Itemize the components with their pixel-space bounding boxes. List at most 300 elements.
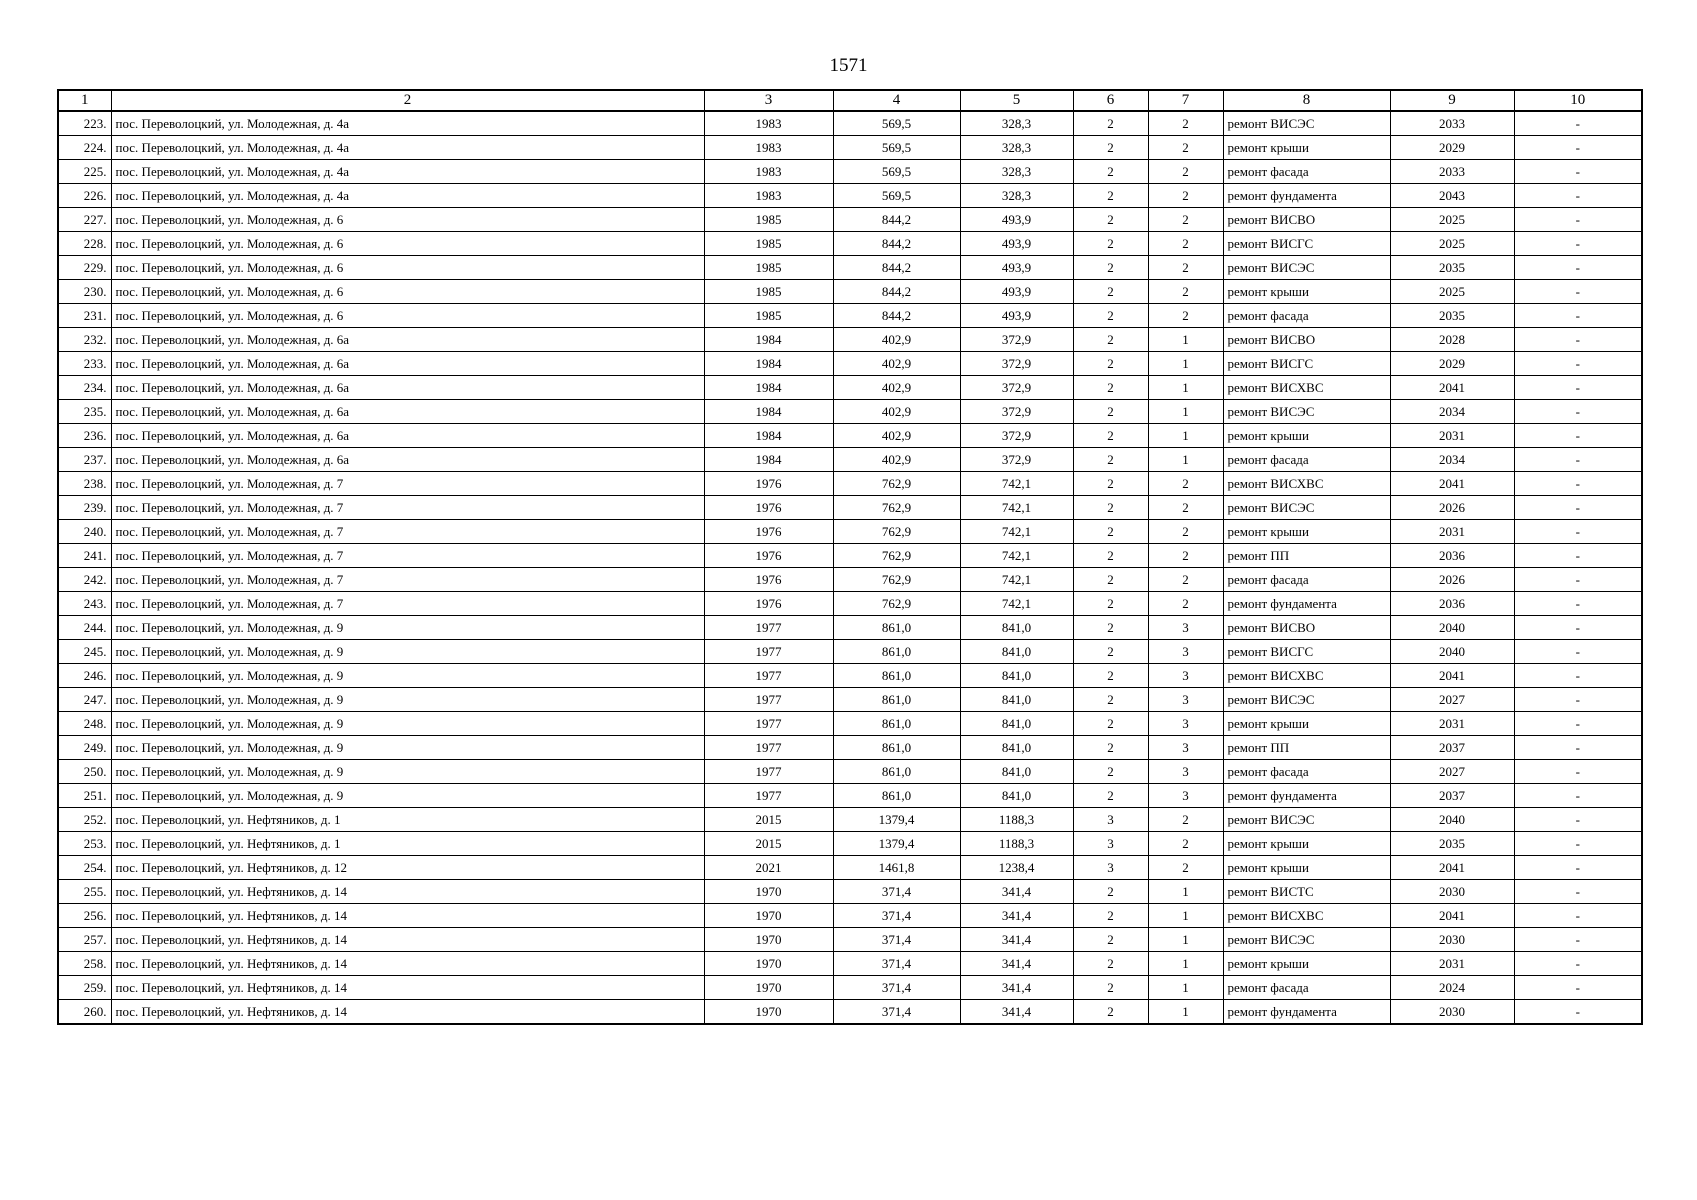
cell-entrances: 3 [1148,736,1223,760]
column-header-6: 6 [1073,90,1148,111]
cell-living-area: 742,1 [960,472,1073,496]
cell-total-area: 844,2 [833,280,960,304]
cell-living-area: 1238,4 [960,856,1073,880]
cell-address: пос. Переволоцкий, ул. Молодежная, д. 7 [111,472,704,496]
cell-year-built: 1983 [704,111,833,136]
cell-year-built: 1976 [704,496,833,520]
table-row [58,784,1642,808]
cell-total-area: 371,4 [833,880,960,904]
cell-total-area: 844,2 [833,208,960,232]
cell-address: пос. Переволоцкий, ул. Молодежная, д. 7 [111,520,704,544]
table-row [58,880,1642,904]
cell-year-built: 1970 [704,976,833,1000]
cell-floors: 2 [1073,712,1148,736]
cell-floors: 3 [1073,808,1148,832]
cell-planned-year: 2035 [1390,256,1514,280]
column-header-2: 2 [111,90,704,111]
cell-note: - [1514,952,1642,976]
cell-work-type: ремонт ВИСТС [1223,880,1390,904]
cell-row-number: 232. [58,328,111,352]
cell-year-built: 1985 [704,256,833,280]
cell-work-type: ремонт ВИСЭС [1223,808,1390,832]
cell-year-built: 2021 [704,856,833,880]
cell-note: - [1514,688,1642,712]
cell-entrances: 2 [1148,208,1223,232]
cell-floors: 2 [1073,280,1148,304]
cell-note: - [1514,880,1642,904]
column-header-5: 5 [960,90,1073,111]
table-row [58,496,1642,520]
cell-year-built: 1977 [704,688,833,712]
table-row [58,184,1642,208]
cell-row-number: 231. [58,304,111,328]
cell-total-area: 402,9 [833,376,960,400]
cell-row-number: 235. [58,400,111,424]
cell-year-built: 1984 [704,328,833,352]
cell-floors: 2 [1073,688,1148,712]
cell-note: - [1514,520,1642,544]
cell-work-type: ремонт фундамента [1223,1000,1390,1025]
cell-living-area: 841,0 [960,760,1073,784]
table-row [58,448,1642,472]
cell-work-type: ремонт ВИСВО [1223,616,1390,640]
cell-note: - [1514,928,1642,952]
cell-total-area: 402,9 [833,400,960,424]
table-row [58,111,1642,136]
cell-entrances: 3 [1148,712,1223,736]
cell-work-type: ремонт крыши [1223,952,1390,976]
cell-year-built: 1983 [704,136,833,160]
cell-address: пос. Переволоцкий, ул. Молодежная, д. 9 [111,688,704,712]
cell-total-area: 861,0 [833,616,960,640]
cell-note: - [1514,832,1642,856]
cell-row-number: 234. [58,376,111,400]
cell-year-built: 1977 [704,640,833,664]
table-row [58,1000,1642,1025]
cell-living-area: 493,9 [960,256,1073,280]
cell-work-type: ремонт ПП [1223,736,1390,760]
cell-floors: 3 [1073,832,1148,856]
cell-living-area: 742,1 [960,568,1073,592]
table-row [58,808,1642,832]
cell-entrances: 2 [1148,111,1223,136]
cell-entrances: 2 [1148,568,1223,592]
cell-planned-year: 2030 [1390,1000,1514,1025]
cell-entrances: 2 [1148,184,1223,208]
column-header-9: 9 [1390,90,1514,111]
cell-total-area: 762,9 [833,568,960,592]
cell-note: - [1514,424,1642,448]
cell-year-built: 1983 [704,184,833,208]
cell-note: - [1514,496,1642,520]
cell-year-built: 1977 [704,760,833,784]
cell-floors: 2 [1073,976,1148,1000]
cell-total-area: 371,4 [833,952,960,976]
cell-work-type: ремонт крыши [1223,712,1390,736]
cell-work-type: ремонт ВИСЭС [1223,928,1390,952]
cell-note: - [1514,352,1642,376]
cell-planned-year: 2030 [1390,928,1514,952]
cell-planned-year: 2036 [1390,544,1514,568]
cell-row-number: 230. [58,280,111,304]
cell-row-number: 228. [58,232,111,256]
cell-living-area: 328,3 [960,160,1073,184]
cell-planned-year: 2034 [1390,448,1514,472]
cell-living-area: 493,9 [960,304,1073,328]
cell-planned-year: 2040 [1390,616,1514,640]
cell-floors: 2 [1073,880,1148,904]
cell-address: пос. Переволоцкий, ул. Молодежная, д. 4а [111,111,704,136]
cell-note: - [1514,400,1642,424]
cell-row-number: 260. [58,1000,111,1025]
cell-entrances: 2 [1148,544,1223,568]
cell-planned-year: 2029 [1390,352,1514,376]
cell-total-area: 371,4 [833,1000,960,1025]
cell-note: - [1514,256,1642,280]
table-row [58,856,1642,880]
cell-floors: 2 [1073,952,1148,976]
cell-living-area: 493,9 [960,208,1073,232]
table-row [58,280,1642,304]
cell-floors: 3 [1073,856,1148,880]
cell-total-area: 371,4 [833,904,960,928]
cell-floors: 2 [1073,496,1148,520]
cell-planned-year: 2041 [1390,664,1514,688]
cell-row-number: 224. [58,136,111,160]
cell-entrances: 2 [1148,592,1223,616]
cell-address: пос. Переволоцкий, ул. Молодежная, д. 9 [111,760,704,784]
cell-total-area: 861,0 [833,712,960,736]
cell-entrances: 2 [1148,472,1223,496]
cell-planned-year: 2035 [1390,304,1514,328]
cell-row-number: 247. [58,688,111,712]
cell-floors: 2 [1073,376,1148,400]
cell-entrances: 2 [1148,256,1223,280]
table-row [58,928,1642,952]
table-row [58,232,1642,256]
cell-work-type: ремонт ВИСГС [1223,640,1390,664]
cell-address: пос. Переволоцкий, ул. Молодежная, д. 6а [111,328,704,352]
cell-planned-year: 2041 [1390,904,1514,928]
cell-row-number: 258. [58,952,111,976]
table-row [58,616,1642,640]
cell-floors: 2 [1073,664,1148,688]
table-row [58,160,1642,184]
cell-entrances: 1 [1148,952,1223,976]
cell-year-built: 1984 [704,448,833,472]
cell-row-number: 256. [58,904,111,928]
cell-note: - [1514,616,1642,640]
cell-note: - [1514,712,1642,736]
cell-entrances: 3 [1148,664,1223,688]
cell-work-type: ремонт фундамента [1223,592,1390,616]
capital-repair-table [57,89,1643,1025]
cell-address: пос. Переволоцкий, ул. Молодежная, д. 6а [111,424,704,448]
cell-floors: 2 [1073,136,1148,160]
cell-living-area: 341,4 [960,928,1073,952]
cell-living-area: 328,3 [960,184,1073,208]
cell-note: - [1514,184,1642,208]
cell-address: пос. Переволоцкий, ул. Молодежная, д. 9 [111,736,704,760]
cell-year-built: 1970 [704,880,833,904]
cell-living-area: 742,1 [960,520,1073,544]
cell-address: пос. Переволоцкий, ул. Молодежная, д. 9 [111,664,704,688]
table-row [58,832,1642,856]
cell-planned-year: 2031 [1390,712,1514,736]
cell-total-area: 861,0 [833,664,960,688]
cell-note: - [1514,136,1642,160]
cell-floors: 2 [1073,1000,1148,1025]
cell-planned-year: 2041 [1390,472,1514,496]
cell-floors: 2 [1073,640,1148,664]
cell-floors: 2 [1073,304,1148,328]
cell-living-area: 742,1 [960,496,1073,520]
cell-row-number: 236. [58,424,111,448]
cell-floors: 2 [1073,208,1148,232]
cell-total-area: 1379,4 [833,832,960,856]
cell-note: - [1514,304,1642,328]
cell-year-built: 1970 [704,952,833,976]
cell-entrances: 1 [1148,976,1223,1000]
cell-floors: 2 [1073,784,1148,808]
cell-row-number: 248. [58,712,111,736]
cell-address: пос. Переволоцкий, ул. Нефтяников, д. 14 [111,952,704,976]
cell-note: - [1514,976,1642,1000]
cell-living-area: 742,1 [960,592,1073,616]
cell-planned-year: 2043 [1390,184,1514,208]
cell-address: пос. Переволоцкий, ул. Молодежная, д. 9 [111,616,704,640]
cell-year-built: 1976 [704,592,833,616]
cell-total-area: 1461,8 [833,856,960,880]
cell-total-area: 371,4 [833,928,960,952]
cell-living-area: 341,4 [960,976,1073,1000]
cell-note: - [1514,640,1642,664]
column-header-4: 4 [833,90,960,111]
table-row [58,472,1642,496]
cell-floors: 2 [1073,160,1148,184]
cell-floors: 2 [1073,472,1148,496]
table-row [58,592,1642,616]
cell-year-built: 1976 [704,520,833,544]
cell-note: - [1514,568,1642,592]
cell-work-type: ремонт ВИСВО [1223,328,1390,352]
cell-planned-year: 2031 [1390,520,1514,544]
cell-address: пос. Переволоцкий, ул. Молодежная, д. 7 [111,592,704,616]
cell-address: пос. Переволоцкий, ул. Молодежная, д. 7 [111,568,704,592]
cell-entrances: 2 [1148,832,1223,856]
cell-row-number: 257. [58,928,111,952]
cell-row-number: 241. [58,544,111,568]
cell-row-number: 251. [58,784,111,808]
cell-entrances: 1 [1148,424,1223,448]
cell-planned-year: 2024 [1390,976,1514,1000]
cell-note: - [1514,1000,1642,1025]
cell-floors: 2 [1073,592,1148,616]
cell-entrances: 2 [1148,856,1223,880]
cell-entrances: 1 [1148,1000,1223,1025]
cell-year-built: 1984 [704,424,833,448]
table-row [58,304,1642,328]
cell-entrances: 2 [1148,280,1223,304]
cell-total-area: 844,2 [833,232,960,256]
cell-floors: 2 [1073,760,1148,784]
cell-work-type: ремонт крыши [1223,520,1390,544]
column-header-1: 1 [58,90,111,111]
cell-planned-year: 2031 [1390,952,1514,976]
cell-work-type: ремонт крыши [1223,280,1390,304]
cell-year-built: 1985 [704,304,833,328]
cell-living-area: 341,4 [960,1000,1073,1025]
cell-planned-year: 2040 [1390,640,1514,664]
cell-note: - [1514,808,1642,832]
cell-year-built: 1984 [704,376,833,400]
cell-entrances: 2 [1148,496,1223,520]
cell-total-area: 569,5 [833,111,960,136]
cell-year-built: 1985 [704,232,833,256]
cell-year-built: 1985 [704,208,833,232]
cell-work-type: ремонт крыши [1223,856,1390,880]
cell-living-area: 841,0 [960,688,1073,712]
cell-work-type: ремонт крыши [1223,136,1390,160]
cell-living-area: 372,9 [960,328,1073,352]
cell-work-type: ремонт фасада [1223,568,1390,592]
cell-row-number: 249. [58,736,111,760]
cell-total-area: 762,9 [833,592,960,616]
cell-year-built: 1984 [704,400,833,424]
cell-work-type: ремонт ВИСХВС [1223,904,1390,928]
cell-planned-year: 2026 [1390,496,1514,520]
cell-total-area: 402,9 [833,352,960,376]
cell-note: - [1514,208,1642,232]
cell-note: - [1514,280,1642,304]
cell-entrances: 2 [1148,520,1223,544]
cell-total-area: 861,0 [833,784,960,808]
table-row [58,712,1642,736]
column-header-3: 3 [704,90,833,111]
column-header-7: 7 [1148,90,1223,111]
cell-address: пос. Переволоцкий, ул. Молодежная, д. 6а [111,376,704,400]
cell-entrances: 3 [1148,760,1223,784]
table-row [58,904,1642,928]
column-header-8: 8 [1223,90,1390,111]
cell-address: пос. Переволоцкий, ул. Нефтяников, д. 14 [111,1000,704,1025]
cell-planned-year: 2026 [1390,568,1514,592]
cell-row-number: 233. [58,352,111,376]
cell-floors: 2 [1073,448,1148,472]
cell-address: пос. Переволоцкий, ул. Молодежная, д. 6а [111,448,704,472]
cell-total-area: 1379,4 [833,808,960,832]
cell-row-number: 229. [58,256,111,280]
cell-total-area: 762,9 [833,544,960,568]
cell-address: пос. Переволоцкий, ул. Нефтяников, д. 14 [111,904,704,928]
cell-address: пос. Переволоцкий, ул. Молодежная, д. 6а [111,352,704,376]
table-header-row [58,90,1642,111]
cell-note: - [1514,111,1642,136]
cell-floors: 2 [1073,424,1148,448]
cell-total-area: 844,2 [833,256,960,280]
cell-entrances: 2 [1148,232,1223,256]
cell-year-built: 1977 [704,736,833,760]
cell-planned-year: 2025 [1390,232,1514,256]
cell-work-type: ремонт ВИСГС [1223,232,1390,256]
cell-year-built: 2015 [704,808,833,832]
cell-entrances: 3 [1148,688,1223,712]
cell-row-number: 244. [58,616,111,640]
cell-year-built: 1976 [704,544,833,568]
table-row [58,328,1642,352]
cell-note: - [1514,232,1642,256]
cell-planned-year: 2025 [1390,280,1514,304]
cell-work-type: ремонт фасада [1223,304,1390,328]
table-row [58,520,1642,544]
cell-address: пос. Переволоцкий, ул. Молодежная, д. 4а [111,136,704,160]
cell-floors: 2 [1073,184,1148,208]
cell-total-area: 861,0 [833,640,960,664]
cell-year-built: 2015 [704,832,833,856]
cell-planned-year: 2027 [1390,760,1514,784]
cell-planned-year: 2041 [1390,376,1514,400]
cell-address: пос. Переволоцкий, ул. Молодежная, д. 7 [111,496,704,520]
cell-year-built: 1970 [704,1000,833,1025]
table-row [58,688,1642,712]
cell-total-area: 402,9 [833,328,960,352]
cell-floors: 2 [1073,400,1148,424]
cell-note: - [1514,592,1642,616]
cell-work-type: ремонт крыши [1223,832,1390,856]
cell-note: - [1514,544,1642,568]
cell-entrances: 1 [1148,928,1223,952]
cell-year-built: 1977 [704,712,833,736]
cell-entrances: 1 [1148,400,1223,424]
cell-entrances: 1 [1148,352,1223,376]
cell-total-area: 371,4 [833,976,960,1000]
cell-row-number: 238. [58,472,111,496]
table-row [58,736,1642,760]
cell-work-type: ремонт фасада [1223,448,1390,472]
cell-address: пос. Переволоцкий, ул. Нефтяников, д. 14 [111,928,704,952]
table-row [58,760,1642,784]
cell-row-number: 225. [58,160,111,184]
cell-note: - [1514,736,1642,760]
cell-year-built: 1977 [704,616,833,640]
cell-row-number: 226. [58,184,111,208]
cell-entrances: 3 [1148,616,1223,640]
cell-planned-year: 2033 [1390,111,1514,136]
cell-entrances: 1 [1148,448,1223,472]
cell-row-number: 243. [58,592,111,616]
cell-work-type: ремонт ВИСВО [1223,208,1390,232]
cell-address: пос. Переволоцкий, ул. Нефтяников, д. 12 [111,856,704,880]
cell-address: пос. Переволоцкий, ул. Нефтяников, д. 14 [111,976,704,1000]
cell-living-area: 493,9 [960,280,1073,304]
table-row [58,352,1642,376]
column-header-10: 10 [1514,90,1642,111]
cell-note: - [1514,784,1642,808]
cell-floors: 2 [1073,544,1148,568]
cell-entrances: 3 [1148,640,1223,664]
cell-work-type: ремонт ВИСЭС [1223,496,1390,520]
cell-address: пос. Переволоцкий, ул. Молодежная, д. 6 [111,208,704,232]
cell-note: - [1514,856,1642,880]
cell-total-area: 762,9 [833,496,960,520]
cell-living-area: 841,0 [960,640,1073,664]
table-row [58,640,1642,664]
cell-floors: 2 [1073,928,1148,952]
cell-living-area: 341,4 [960,904,1073,928]
cell-living-area: 1188,3 [960,808,1073,832]
cell-total-area: 762,9 [833,520,960,544]
cell-total-area: 569,5 [833,160,960,184]
